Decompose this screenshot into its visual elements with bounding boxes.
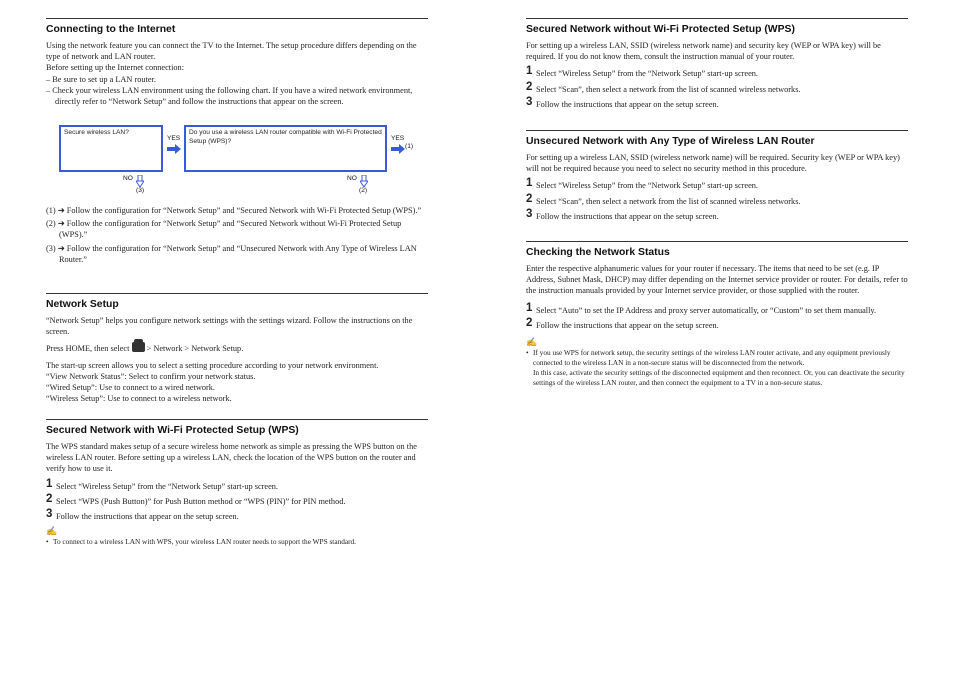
section-title: Unsecured Network with Any Type of Wireless LAN Router (526, 136, 815, 147)
body-text (46, 342, 428, 354)
note-continuation (526, 368, 908, 388)
step-number: 1 (46, 477, 53, 490)
step-item (526, 207, 908, 222)
body-text: > Network > Network Setup. (146, 344, 244, 354)
step-number: 1 (526, 177, 533, 190)
step-list (526, 65, 908, 110)
section-title: Network Setup (46, 299, 119, 310)
intro-text: Using the network feature you can connect the TV to the Internet. The setup procedure differs depending on the type of network and LAN router. (46, 41, 417, 62)
flowchart (46, 125, 428, 197)
flow-yes-label: YES (167, 135, 181, 142)
flow-box-text: Secure wireless LAN? (64, 129, 129, 136)
flow-outcome-label: (3) (136, 187, 145, 194)
step-number: 3 (526, 95, 533, 108)
section-network-setup (46, 293, 428, 404)
step-item (526, 316, 908, 331)
step-text: Select “Wireless Setup” from the “Network Setup” start-up screen. (536, 69, 758, 79)
body-text: “Network Setup” helps you configure network settings with the settings wizard. Follow the instructions on the screen. (46, 316, 413, 337)
step-item (526, 65, 908, 79)
step-number: 3 (46, 508, 53, 521)
step-number: 1 (526, 65, 533, 78)
step-list (46, 477, 428, 523)
step-number: 1 (526, 301, 533, 314)
step-item (46, 508, 428, 522)
step-item (526, 192, 908, 207)
section-title: Secured Network without Wi-Fi Protected Setup (WPS) (526, 24, 795, 35)
step-text: Select “Wireless Setup” from the “Network Setup” start-up screen. (536, 181, 758, 191)
body-text: “Wired Setup”: Use to connect to a wired network. (46, 383, 216, 393)
step-item (46, 492, 428, 507)
step-number: 2 (526, 192, 533, 205)
flow-reference: (3) ➜ Follow the configuration for “Network Setup” and “Unsecured Network with Any Type of Wireless LAN Router.” (46, 243, 417, 264)
section-title: Secured Network with Wi-Fi Protected Setup (WPS) (46, 425, 299, 436)
step-number: 3 (526, 207, 533, 220)
section-wps (46, 419, 428, 547)
step-list (526, 177, 908, 222)
arrow-right-icon (167, 144, 181, 154)
body-text: “View Network Status”: Select to confirm your network status. (46, 371, 256, 381)
flow-reference: (2) ➜ Follow the configuration for “Network Setup” and “Secured Network without Wi-Fi Protected Setup (WPS).” (46, 219, 402, 240)
flow-box-wps (184, 125, 387, 172)
intro-text: For setting up a wireless LAN, SSID (wireless network name) and security key (WEP or WPA key) will be required. If you do not know them, consult the instruction manual of your router. (526, 41, 881, 62)
intro-text: Enter the respective alphanumeric values for your router if necessary. The items that need to be set (e.g. IP Address, Subnet Mask, DHCP) may differ depending on the Internet service provider or router. For details, refer to the instruction manuals provided by your Internet service provider, or those supplied with the router. (526, 264, 908, 296)
flow-no-label: NO (123, 175, 133, 182)
step-text: Select “Scan”, then select a network from the list of scanned wireless networks. (536, 196, 801, 206)
intro-text: For setting up a wireless LAN, SSID (wireless network name) will be required. Security key (WEP or WPA key) will not be required because you need to select no security method in this procedure. (526, 153, 900, 174)
flow-box-text: Do you use a wireless LAN router compatible with Wi-Fi Protected Setup (WPS)? (189, 129, 382, 145)
step-text: Select “WPS (Push Button)” for Push Button method or “WPS (PIN)” for PIN method. (56, 496, 346, 506)
step-item (526, 301, 908, 316)
step-text: Follow the instructions that appear on the setup screen. (536, 320, 719, 330)
toolbox-icon (132, 342, 145, 352)
section-title: Connecting to the Internet (46, 24, 176, 35)
pencil-note-icon: ✍ (526, 337, 538, 348)
note-bullet: • If you use WPS for network setup, the security settings of the wireless LAN router activate, and any equipment previously connected to the wireless LAN in a non-secure status will be disconnected from the network. (526, 348, 908, 368)
body-text: Press HOME, then select (46, 344, 130, 354)
arrow-right-icon (391, 144, 405, 154)
flow-box-secure (59, 125, 163, 172)
arrow-down-icon (136, 175, 144, 187)
before-text: Before setting up the Internet connection: (46, 63, 185, 73)
step-text: Follow the instructions that appear on the setup screen. (536, 99, 719, 109)
section-status (526, 241, 908, 388)
intro-text: The WPS standard makes setup of a secure wireless home network as simple as pressing the WPS button on the wireless LAN router. Before setting up a wireless LAN, check the location of the WPS button on the router and verify how to use it. (46, 442, 417, 474)
section-unsecured (526, 130, 908, 222)
step-list (526, 301, 908, 331)
step-text: Follow the instructions that appear on the setup screen. (56, 512, 239, 522)
flow-outcome-label: (2) (359, 187, 368, 194)
section-title: Checking the Network Status (526, 247, 670, 258)
arrow-down-icon (360, 175, 368, 187)
body-text: “Wireless Setup”: Use to connect to a wireless network. (46, 394, 232, 404)
section-no-wps (526, 18, 908, 110)
step-text: Select “Wireless Setup” from the “Network Setup” start-up screen. (56, 481, 278, 491)
step-number: 2 (46, 492, 53, 505)
step-item (526, 95, 908, 110)
pencil-note-icon: ✍ (46, 526, 58, 537)
flow-yes-label: YES (391, 135, 405, 142)
body-text: The start-up screen allows you to select a setting procedure according to your network environment. (46, 360, 379, 370)
note-bullet: • To connect to a wireless LAN with WPS, your wireless LAN router needs to support the WPS standard. (46, 537, 428, 547)
dash-item: – Be sure to set up a LAN router. (46, 74, 156, 84)
step-number: 2 (526, 316, 533, 329)
step-text: Follow the instructions that appear on the setup screen. (536, 211, 719, 221)
section-connecting (46, 18, 428, 107)
step-item (526, 177, 908, 191)
note-text: In this case, activate the security settings of the disconnected equipment and then reconnect. Or, you can deactivate the security settings of the wireless LAN router, and then connect the equipment to a TV in a non-secure status. (533, 367, 905, 387)
dash-item: – Check your wireless LAN environment using the following chart. If you have a wired network environment, directly refer to “Network Setup” and follow the instructions that appear on the screen. (46, 85, 413, 107)
step-item (526, 80, 908, 95)
flow-no-label: NO (347, 175, 357, 182)
flow-references (46, 205, 428, 265)
step-text: Select “Scan”, then select a network from the list of scanned wireless networks. (536, 84, 801, 94)
step-text: Select “Auto” to set the IP Address and proxy server automatically, or “Custom” to set them manually. (536, 305, 877, 315)
step-number: 2 (526, 80, 533, 93)
flow-outcome-label: (1) (405, 143, 414, 150)
flow-reference: (1) ➜ Follow the configuration for “Network Setup” and “Secured Network with Wi-Fi Protected Setup (WPS).” (46, 206, 422, 215)
step-item (46, 477, 428, 492)
